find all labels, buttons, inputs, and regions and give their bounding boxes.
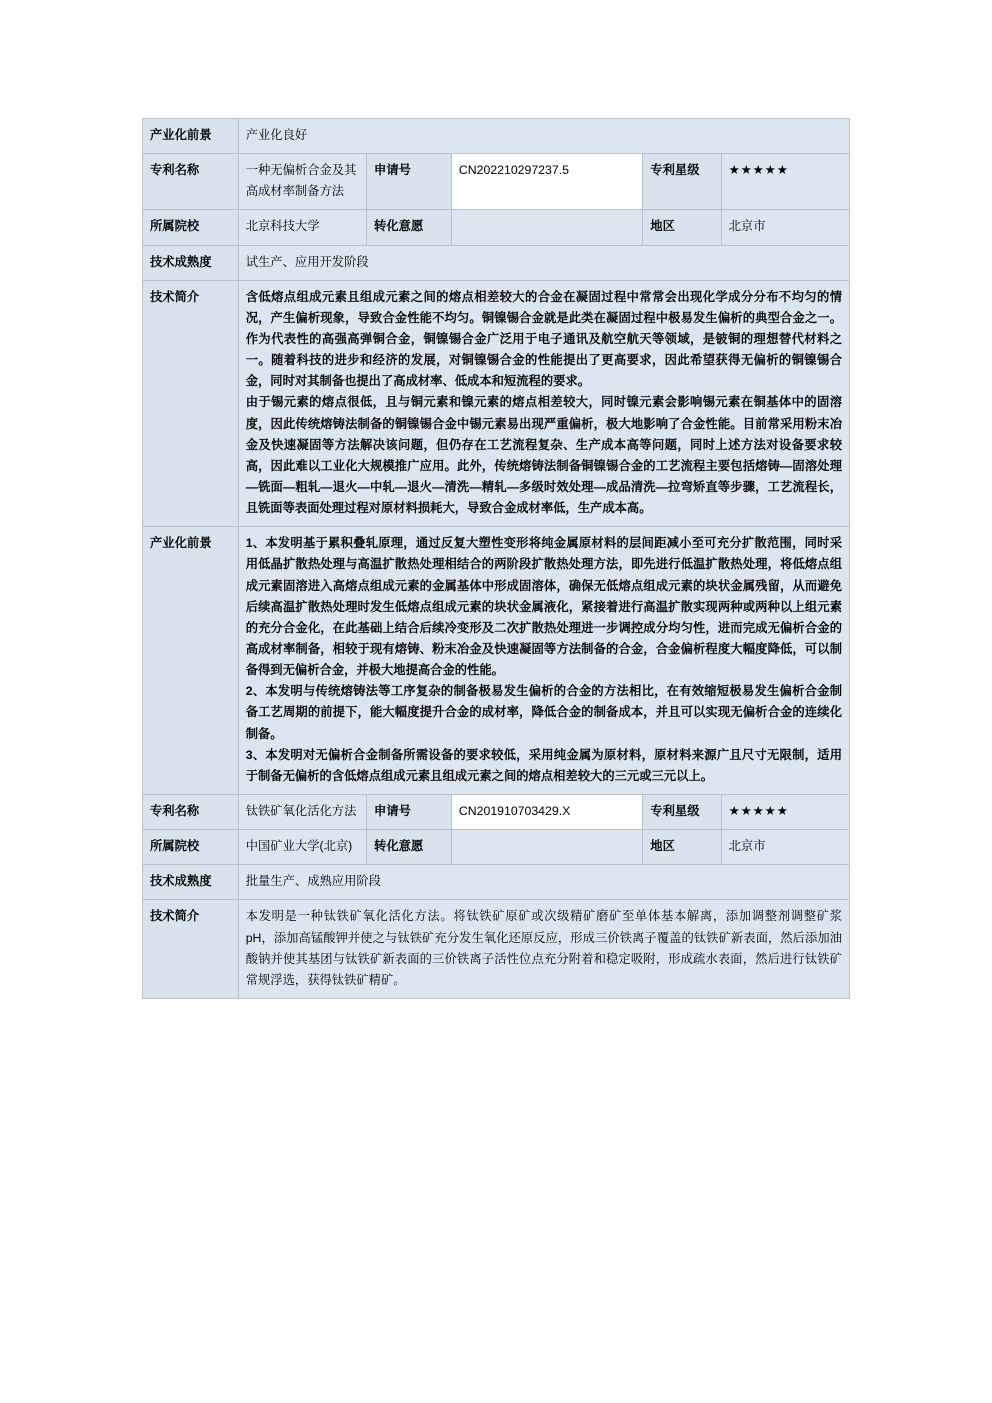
school-label: 所属院校 — [143, 830, 239, 865]
top-prospect-label: 产业化前景 — [143, 119, 239, 154]
patent-name-value: 钛铁矿氧化活化方法 — [238, 794, 366, 829]
table-row — [143, 794, 850, 829]
table-row — [143, 900, 850, 999]
school-value: 北京科技大学 — [238, 210, 366, 245]
patent-name-label: 专利名称 — [143, 794, 239, 829]
application-number-label: 申请号 — [367, 794, 452, 829]
table-row — [143, 154, 850, 210]
transfer-intent-value — [451, 210, 642, 245]
tech-brief-label: 技术简介 — [143, 900, 239, 999]
region-value: 北京市 — [721, 830, 849, 865]
tech-brief-label: 技术简介 — [143, 280, 239, 527]
prospect-paragraph: 2、本发明与传统熔铸法等工序复杂的制备极易发生偏析的合金的方法相比，在有效缩短极易发生偏析合金制备工艺周期的前提下，能大幅度提升合金的成材率，降低合金的制备成本，并且可以实现无偏析合金的连续化制备。 — [245, 684, 842, 741]
patent-rating-label: 专利星级 — [643, 794, 721, 829]
maturity-label: 技术成熟度 — [143, 245, 239, 280]
prospect-body — [238, 527, 849, 795]
transfer-intent-label: 转化意愿 — [367, 830, 452, 865]
tech-brief-body — [238, 280, 849, 527]
patent-rating-stars: ★★★★★ — [721, 794, 849, 829]
application-number-value: CN201910703429.X — [451, 794, 642, 829]
patent-rating-label: 专利星级 — [643, 154, 721, 210]
table-row — [143, 119, 850, 154]
patent-name-value: 一种无偏析合金及其高成材率制备方法 — [238, 154, 366, 210]
table-row — [143, 830, 850, 865]
table-row — [143, 245, 850, 280]
transfer-intent-label: 转化意愿 — [367, 210, 452, 245]
top-prospect-value: 产业化良好 — [238, 119, 849, 154]
prospect-paragraph: 1、本发明基于累积叠轧原理，通过反复大塑性变形将纯金属原材料的层间距减小至可充分扩散范围，同时采用低晶扩散热处理与高温扩散热处理相结合的两阶段扩散热处理方法，即先进行低温扩散热处理，将低熔点组成元素固溶进入高熔点组成元素的金属基体中形成固溶体，确保无低熔点组成元素的块状金属残留，从而避免后续高温扩散热处理时发生低熔点组成元素的块状金属液化，紧接着进行高温扩散实现两种或两种以上组元素的充分合金化，在此基础上结合后续冷变形及二次扩散热处理进一步调控成分均匀性，进而完成无偏析合金的高成材率制备，相较于现有熔铸、粉末冶金及快速凝固等方法制备的合金，合金偏析程度大幅度降低，可以制备得到无偏析合金，并极大地提高合金的性能。 — [245, 536, 842, 678]
table-row — [143, 280, 850, 527]
region-label: 地区 — [643, 210, 721, 245]
table-row — [143, 210, 850, 245]
table-row — [143, 527, 850, 795]
school-value: 中国矿业大学(北京) — [238, 830, 366, 865]
region-value: 北京市 — [721, 210, 849, 245]
prospect-paragraph: 3、本发明对无偏析合金制备所需设备的要求较低，采用纯金属为原材料，原材料来源广且尺寸无限制，适用于制备无偏析的含低熔点组成元素且组成元素之间的熔点相差较大的三元或三元以上。 — [245, 747, 842, 783]
school-label: 所属院校 — [143, 210, 239, 245]
maturity-value: 批量生产、成熟应用阶段 — [238, 865, 849, 900]
tech-brief-paragraph: 由于锡元素的熔点很低，且与铜元素和镍元素的熔点相差较大，同时镍元素会影响锡元素在铜基体中的固溶度，因此传统熔铸法制备的铜镍锡合金中锡元素易出现严重偏析，极大地影响了合金性能。目前常采用粉末冶金及快速凝固等方法解决该问题，但仍存在工艺流程复杂、生产成本高等问题，同时上述方法对设备要求较高，因此难以工业化大规模推广应用。此外，传统熔铸法制备铜镍锡合金的工艺流程主要包括熔铸—固溶处理—铣面—粗轧—退火—中轧—退火—清洗—精轧—多级时效处理—成品清洗—拉弯矫直等步骤，工艺流程长，且铣面等表面处理过程对原材料损耗大，导致合金成材率低，生产成本高。 — [245, 395, 842, 516]
table-row — [143, 865, 850, 900]
application-number-value: CN202210297237.5 — [451, 154, 642, 210]
maturity-label: 技术成熟度 — [143, 865, 239, 900]
patent-rating-stars: ★★★★★ — [721, 154, 849, 210]
application-number-label: 申请号 — [367, 154, 452, 210]
maturity-value: 试生产、应用开发阶段 — [238, 245, 849, 280]
patent-table — [142, 118, 850, 999]
tech-brief-paragraph: 含低熔点组成元素且组成元素之间的熔点相差较大的合金在凝固过程中常常会出现化学成分分布不均匀的情况，产生偏析现象，导致合金性能不均匀。铜镍锡合金就是此类在凝固过程中极易发生偏析的典型合金之一。作为代表性的高强高弹铜合金，铜镍锡合金广泛用于电子通讯及航空航天等领域，是铍铜的理想替代材料之一。随着科技的进步和经济的发展，对铜镍锡合金的性能提出了更高要求，因此希望获得无偏析的铜镍锡合金，同时对其制备也提出了高成材率、低成本和短流程的要求。 — [245, 289, 842, 389]
tech-brief-paragraph: 本发明是一种钛铁矿氧化活化方法。将钛铁矿原矿或次级精矿磨矿至单体基本解离，添加调整剂调整矿浆 pH，添加高锰酸钾并使之与钛铁矿充分发生氧化还原反应，形成三价铁离子覆盖的钛铁矿新表面，然后添加油酸钠并使其基团与钛铁矿新表面的三价铁离子活性位点充分附着和稳定吸附，形成疏水表面，然后进行钛铁矿常规浮选，获得钛铁矿精矿。 — [245, 909, 842, 987]
prospect-label: 产业化前景 — [143, 527, 239, 795]
region-label: 地区 — [643, 830, 721, 865]
tech-brief-body — [238, 900, 849, 999]
patent-name-label: 专利名称 — [143, 154, 239, 210]
transfer-intent-value — [451, 830, 642, 865]
